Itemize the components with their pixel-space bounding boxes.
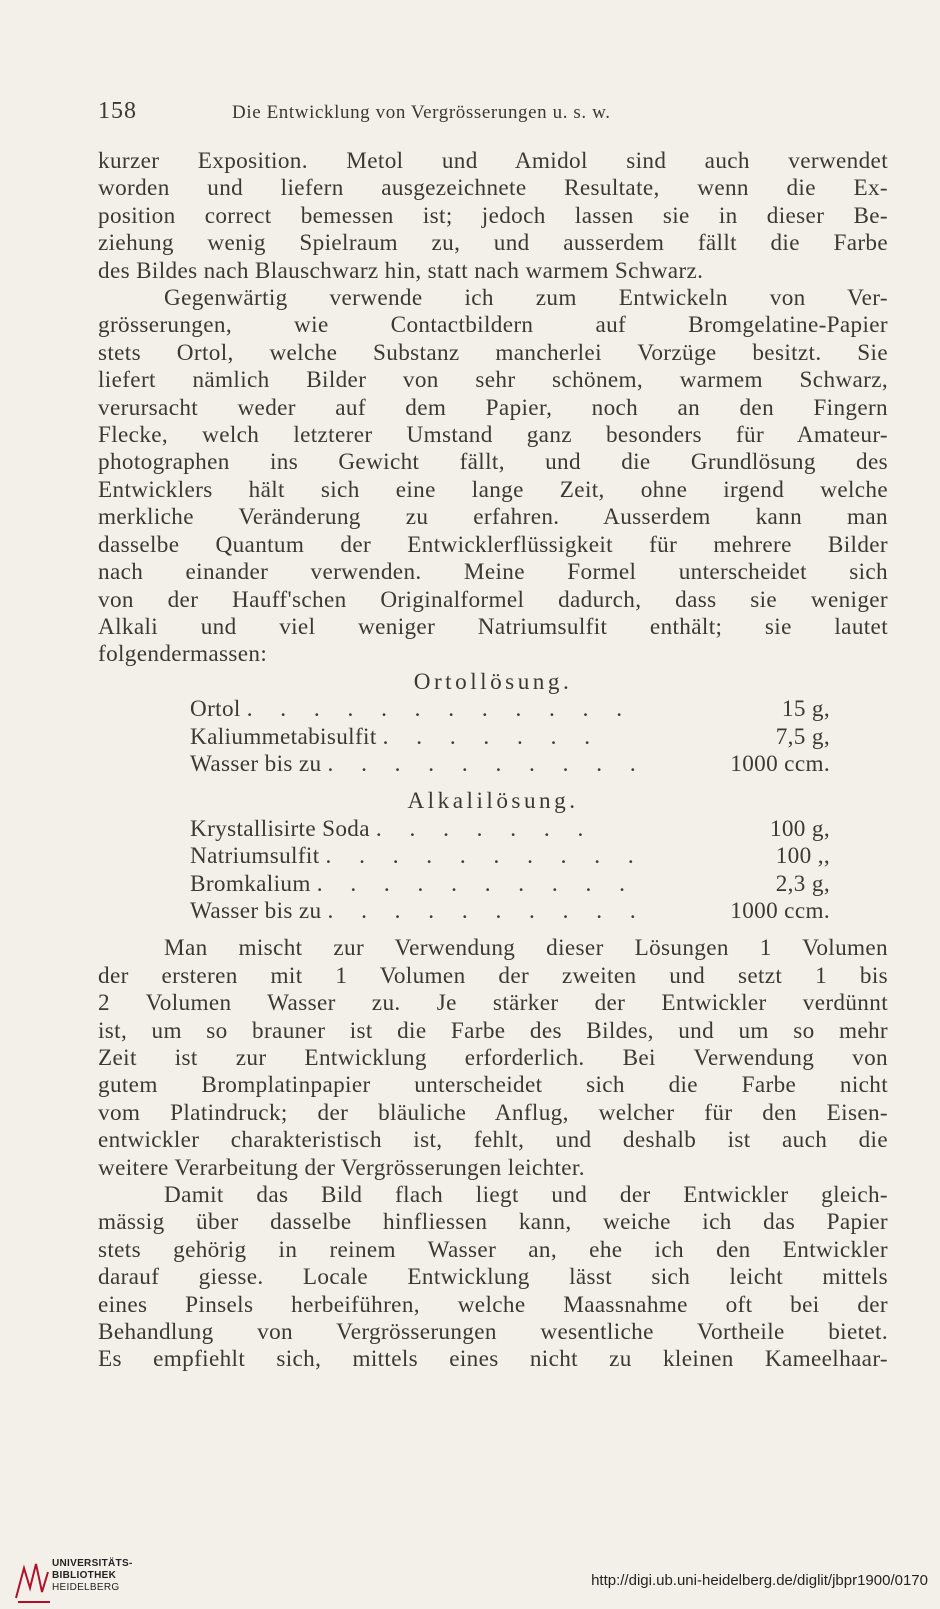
page-number: 158 [98,98,137,124]
page-header [98,98,878,125]
alkali-recipe-table [98,816,888,926]
text-line: ist, um so brauner ist die Farbe des Bildes, und um so mehr [98,1017,888,1044]
text-line: ziehung wenig Spielraum zu, und ausserdem fällt die Farbe [98,230,888,257]
source-url-link[interactable]: http://digi.ub.uni-heidelberg.de/diglit/jbpr1900/0170 [591,1572,928,1589]
text-line: Behandlung von Vergrösserungen wesentliche Vortheile bietet. [98,1319,888,1346]
text-line: des Bildes nach Blauschwarz hin, statt nach warmem Schwarz. [98,257,704,284]
logo-line: UNIVERSITÄTS- [52,1558,133,1569]
leader-dots: . . . . . . . . . . . . [246,696,634,723]
text-line: Man mischt zur Verwendung dieser Lösungen 1 Volumen [164,935,888,962]
text-line: darauf giesse. Locale Entwicklung lässt sich leicht mittels [98,1264,888,1291]
ingredient-name: Kaliummetabisulfit [190,723,377,750]
text-line: Entwicklers hält sich eine lange Zeit, ohne irgend welche [98,476,888,503]
ingredient-name: Bromkalium [190,870,311,897]
ingredient-amount: 15 g, [781,696,830,723]
text-line: weitere Verarbeitung der Vergrösserungen leichter. [98,1154,585,1181]
leader-dots: . . . . . . . . . . [327,750,647,777]
ingredient-amount: 100 g, [769,815,830,842]
leader-dots: . . . . . . . [382,723,601,750]
ingredient-amount: 1000 ccm. [730,897,830,924]
recipe-row [190,898,830,925]
logo-line: BIBLIOTHEK [52,1570,117,1581]
text-line: Flecke, welch letzterer Umstand ganz besonders für Amateur- [98,422,888,449]
ingredient-amount: 2,3 g, [775,870,830,897]
recipe-row [190,696,830,723]
text-line: nach einander verwenden. Meine Formel unterscheidet sich [98,559,888,586]
text-line: dasselbe Quantum der Entwicklerflüssigkeit für mehrere Bilder [98,531,888,558]
text-line: merkliche Veränderung zu erfahren. Ausserdem kann man [98,504,888,531]
paragraph-2 [98,285,888,669]
recipe-row [190,751,830,778]
text-line: stets Ortol, welche Substanz mancherlei Vorzüge besitzt. Sie [98,339,888,366]
page-footer [0,1552,940,1609]
ingredient-amount: 1000 ccm. [730,750,830,777]
text-line: Zeit ist zur Entwicklung erforderlich. Bei Verwendung von [98,1045,888,1071]
text-line: liefert nämlich Bilder von sehr schönem, warmem Schwarz, [98,367,888,394]
text-line: position correct bemessen ist; jedoch lassen sie in dieser Be- [98,202,888,229]
text-line: verursacht weder auf dem Papier, noch an den Fingern [98,394,888,421]
text-line: grösserungen, wie Contactbildern auf Bromgelatine-Papier [98,312,888,339]
text-line: gutem Bromplatinpapier unterscheidet sich die Farbe nicht [98,1072,888,1099]
paragraph-3 [98,935,888,1182]
recipe-row [190,871,830,898]
ingredient-name: Natriumsulfit [190,843,320,870]
text-line: vom Platindruck; der bläuliche Anflug, welcher für den Eisen- [98,1099,888,1126]
leader-dots: . . . . . . . . . . [325,843,645,870]
leader-dots: . . . . . . . . . . [316,870,636,897]
running-title: Die Entwicklung von Vergrösserungen u. s. w. [232,102,611,123]
text-line: stets gehörig in reinem Wasser an, ehe ich den Entwickler [98,1236,888,1263]
text-line: entwickler charakteristisch ist, fehlt, und deshalb ist auch die [98,1127,888,1154]
ingredient-amount: 7,5 g, [775,723,830,750]
ingredient-amount: 100 ,, [775,843,830,870]
body-text [98,148,888,1374]
ortol-recipe-table [98,696,888,778]
text-line: folgendermassen: [98,641,268,668]
ingredient-name: Wasser bis zu [190,897,322,924]
paragraph-4 [98,1182,888,1374]
text-line: kurzer Exposition. Metol und Amidol sind auch verwendet [98,148,888,174]
text-line: Gegenwärtig verwende ich zum Entwickeln von Ver- [164,285,888,312]
ingredient-name: Ortol [190,696,241,723]
text-line: mässig über dasselbe hinfliessen kann, weiche ich das Papier [98,1209,888,1236]
leader-dots: . . . . . . . [375,815,595,842]
alkali-table-title: Alkalilösung. [407,788,579,815]
paragraph-1 [98,148,888,285]
text-line: Es empfiehlt sich, mittels eines nicht zu kleinen Kameelhaar- [98,1346,888,1373]
text-line: photographen ins Gewicht fällt, und die Grundlösung des [98,449,888,476]
text-line: Damit das Bild flach liegt und der Entwickler gleich- [164,1182,888,1209]
recipe-row [190,724,830,751]
logo-line: HEIDELBERG [52,1582,120,1593]
library-name [52,1558,133,1594]
text-line: der ersteren mit 1 Volumen der zweiten und setzt 1 bis [98,962,888,989]
text-line: eines Pinsels herbeiführen, welche Maassnahme oft bei der [98,1291,888,1318]
ingredient-name: Wasser bis zu [190,750,322,777]
recipe-row [190,816,830,843]
ortol-table-title: Ortollösung. [413,668,573,695]
recipe-row [190,843,830,870]
ingredient-name: Krystallisirte Soda [190,815,370,842]
text-line: 2 Volumen Wasser zu. Je stärker der Entwickler verdünnt [98,990,888,1017]
text-line: worden und liefern ausgezeichnete Resultate, wenn die Ex- [98,175,888,202]
text-line: Alkali und viel weniger Natriumsulfit enthält; sie lautet [98,613,888,640]
leader-dots: . . . . . . . . . . [327,897,647,924]
text-line: von der Hauff'schen Originalformel dadurch, dass sie weniger [98,586,888,613]
